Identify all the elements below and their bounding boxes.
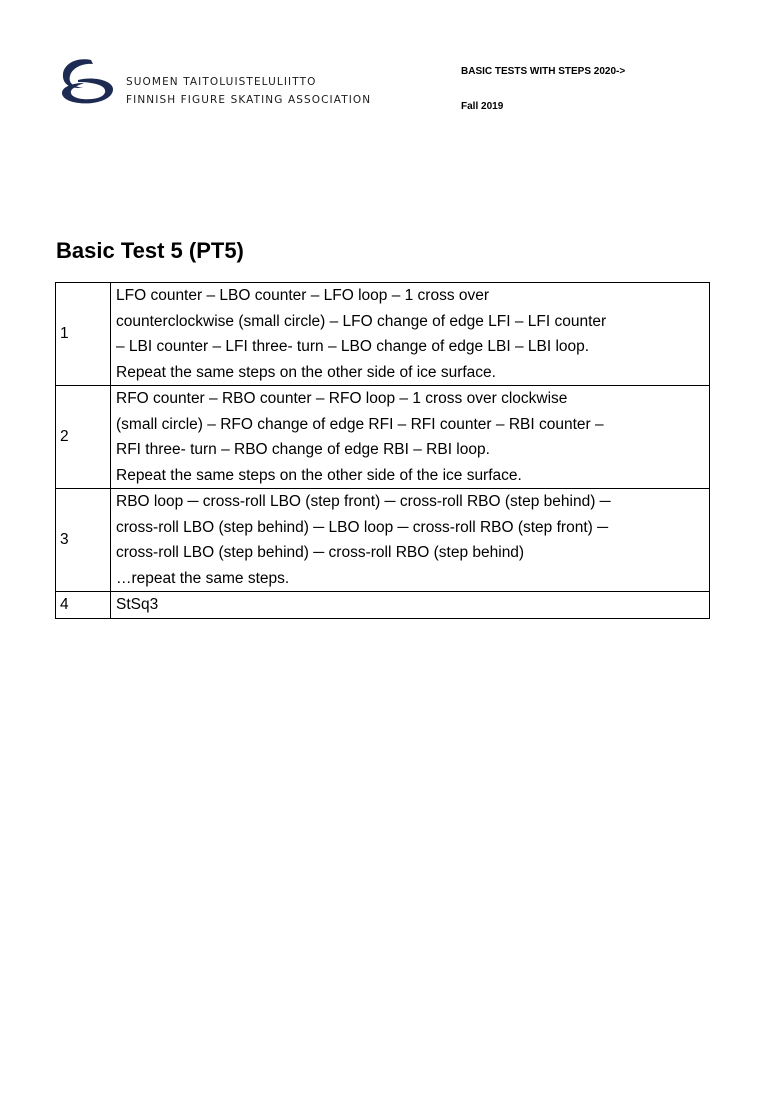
description-line: (small circle) – RFO change of edge RFI – RFI counter – RBI counter – bbox=[116, 415, 604, 433]
step-number: 1 bbox=[56, 283, 111, 386]
step-description bbox=[111, 489, 710, 592]
table-row bbox=[56, 283, 710, 386]
description-line: StSq3 bbox=[116, 596, 159, 613]
org-name-english: FINNISH FIGURE SKATING ASSOCIATION bbox=[126, 94, 372, 106]
description-line: LFO counter – LBO counter – LFO loop – 1 cross over bbox=[116, 287, 490, 304]
org-name-finnish: SUOMEN TAITOLUISTELULIITTO bbox=[126, 76, 317, 88]
description-line: Repeat the same steps on the other side of ice surface. bbox=[116, 363, 496, 381]
description-line: counterclockwise (small circle) – LFO change of edge LFI – LFI counter bbox=[116, 312, 607, 330]
description-line: cross-roll LBO (step behind) ─ cross-roll RBO (step behind) bbox=[116, 544, 525, 561]
description-line: cross-roll LBO (step behind) ─ LBO loop ─ cross-roll RBO (step front) ─ bbox=[116, 518, 609, 536]
test-steps-table bbox=[55, 282, 710, 619]
document-title: BASIC TESTS WITH STEPS 2020-> bbox=[461, 66, 626, 77]
step-number: 3 bbox=[56, 489, 111, 592]
step-description bbox=[111, 283, 710, 386]
description-line: RFO counter – RBO counter – RFO loop – 1 cross over clockwise bbox=[116, 390, 568, 407]
step-description bbox=[111, 592, 710, 619]
description-line: …repeat the same steps. bbox=[116, 569, 290, 587]
description-line: – LBI counter – LFI three- turn – LBO change of edge LBI – LBI loop. bbox=[116, 338, 590, 355]
table-row bbox=[56, 386, 710, 489]
skating-swirl-logo bbox=[58, 58, 118, 106]
page-title: Basic Test 5 (PT5) bbox=[56, 238, 244, 263]
description-line: Repeat the same steps on the other side of the ice surface. bbox=[116, 466, 522, 484]
table-row bbox=[56, 592, 710, 619]
description-line: RFI three- turn – RBO change of edge RBI – RBI loop. bbox=[116, 441, 490, 458]
table-row bbox=[56, 489, 710, 592]
step-number: 2 bbox=[56, 386, 111, 489]
document-date: Fall 2019 bbox=[461, 101, 504, 112]
description-line: RBO loop ─ cross-roll LBO (step front) ─ cross-roll RBO (step behind) ─ bbox=[116, 493, 611, 510]
organization-name bbox=[126, 73, 371, 109]
step-description bbox=[111, 386, 710, 489]
step-number: 4 bbox=[56, 592, 111, 619]
